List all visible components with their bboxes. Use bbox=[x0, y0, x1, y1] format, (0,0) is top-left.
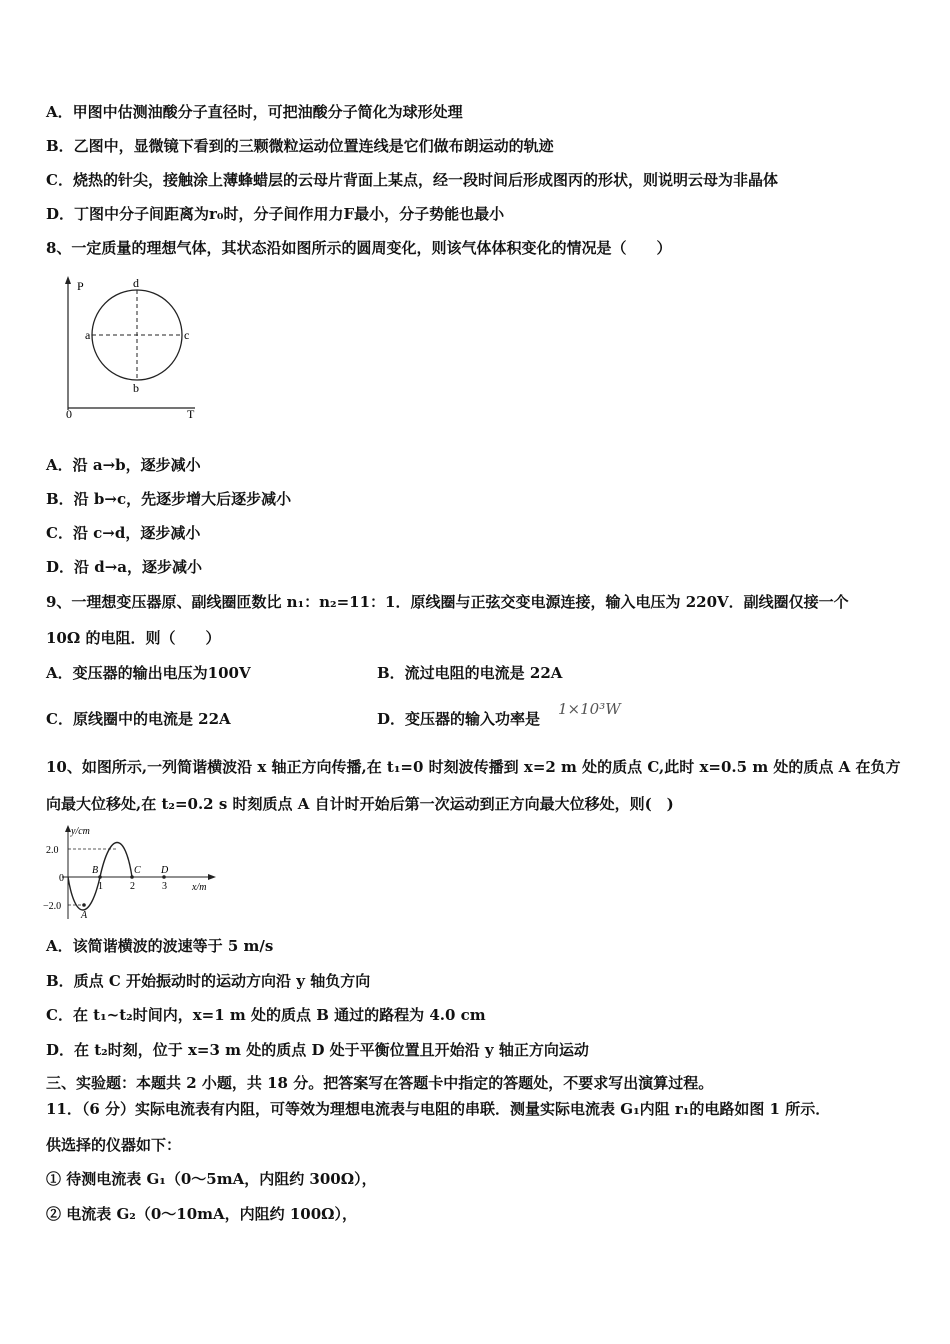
q8-stem: 8、一定质量的理想气体，其状态沿如图所示的圆周变化，则该气体体积变化的情况是（ ） bbox=[46, 239, 672, 257]
q7-option-c: C．烧热的针尖，接触涂上薄蜂蜡层的云母片背面上某点，经一段时间后形成图丙的形状，则说明云母为非晶体 bbox=[46, 171, 778, 189]
q9-option-c: C．原线圈中的电流是 22A bbox=[46, 710, 231, 728]
q10-origin-label: 0 bbox=[59, 873, 64, 884]
q10-y-tick-top: 2.0 bbox=[46, 845, 59, 856]
section-3-heading: 三、实验题：本题共 2 小题，共 18 分。把答案写在答题卡中指定的答题处，不要求写出演算过程。 bbox=[46, 1074, 714, 1092]
q9-option-d: D．变压器的输入功率是 bbox=[377, 710, 541, 728]
q10-option-d: D．在 t₂时刻，位于 x=3 m 处的质点 D 处于平衡位置且开始沿 y 轴正方向运动 bbox=[46, 1041, 589, 1059]
q10-x-tick-2: 2 bbox=[130, 881, 135, 892]
q10-point-a-label: A bbox=[81, 910, 88, 921]
q8-point-a-label: a bbox=[85, 328, 91, 342]
q8-origin-label: 0 bbox=[66, 407, 72, 421]
q10-option-a: A．该简谐横波的波速等于 5 m/s bbox=[46, 937, 274, 955]
q7-option-d: D．丁图中分子间距离为r₀时，分子间作用力F最小，分子势能也最小 bbox=[46, 205, 505, 223]
q10-y-tick-bottom: −2.0 bbox=[43, 901, 62, 912]
q8-option-c: C．沿 c→d，逐步减小 bbox=[46, 524, 201, 542]
q11-intro: 供选择的仪器如下： bbox=[46, 1136, 182, 1154]
q10-point-b-label: B bbox=[92, 865, 99, 876]
q10-wave-graph bbox=[42, 823, 222, 923]
q9-stem-line1: 9、一理想变压器原、副线圈匝数比 n₁：n₂=11：1．原线圈与正弦交变电源连接，输入电压为 220V．副线圈仅接一个 bbox=[46, 593, 849, 611]
q7-option-a: A．甲图中估测油酸分子直径时，可把油酸分子简化为球形处理 bbox=[46, 103, 463, 121]
q9-option-a: A．变压器的输出电压为100V bbox=[46, 664, 251, 682]
q8-point-b-label: b bbox=[133, 381, 139, 395]
q10-x-axis-label: x/m bbox=[192, 882, 207, 893]
q9-option-b: B．流过电阻的电流是 22A bbox=[377, 664, 563, 682]
q10-y-axis-label: y/cm bbox=[71, 826, 90, 837]
q8-point-d-label: d bbox=[133, 276, 139, 290]
q8-option-a: A．沿 a→b，逐步减小 bbox=[46, 456, 201, 474]
q10-point-d-label: D bbox=[161, 865, 169, 876]
q8-option-b: B．沿 b→c，先逐步增大后逐步减小 bbox=[46, 490, 292, 508]
q9-option-d-value: 1×10³W bbox=[558, 700, 621, 718]
q7-option-b: B．乙图中，显微镜下看到的三颗微粒运动位置连线是它们做布朗运动的轨迹 bbox=[46, 137, 554, 155]
q10-point-c-label: C bbox=[134, 865, 141, 876]
q10-stem-line2: 向最大位移处,在 t₂=0.2 s 时刻质点 A 自计时开始后第一次运动到正方向最大位移处，则( ) bbox=[46, 795, 674, 813]
q11-instrument-2: ② 电流表 G₂（0～10mA，内阻约 100Ω）， bbox=[46, 1205, 358, 1223]
q8-option-d: D．沿 d→a，逐步减小 bbox=[46, 558, 203, 576]
q10-x-tick-1: 1 bbox=[98, 881, 103, 892]
q8-axis-t-label: T bbox=[187, 407, 195, 421]
q10-option-c: C．在 t₁~t₂时间内，x=1 m 处的质点 B 通过的路程为 4.0 cm bbox=[46, 1006, 486, 1024]
q8-axis-p-label: P bbox=[77, 279, 84, 293]
q11-stem: 11．（6 分）实际电流表有内阻，可等效为理想电流表与电阻的串联．测量实际电流表 G₁内阻 r₁的电路如图 1 所示． bbox=[46, 1100, 831, 1118]
q11-instrument-1: ① 待测电流表 G₁（0～5mA，内阻约 300Ω）， bbox=[46, 1170, 377, 1188]
q10-stem-line1: 10、如图所示,一列简谐横波沿 x 轴正方向传播,在 t₁=0 时刻波传播到 x=2 m 处的质点 C,此时 x=0.5 m 处的质点 A 在负方 bbox=[46, 758, 901, 776]
q10-option-b: B．质点 C 开始振动时的运动方向沿 y 轴负方向 bbox=[46, 972, 371, 990]
q9-stem-line2: 10Ω 的电阻．则（ ） bbox=[46, 629, 221, 647]
q10-x-tick-3: 3 bbox=[162, 881, 167, 892]
q8-point-c-label: c bbox=[184, 328, 190, 342]
q8-pt-diagram bbox=[55, 272, 205, 422]
